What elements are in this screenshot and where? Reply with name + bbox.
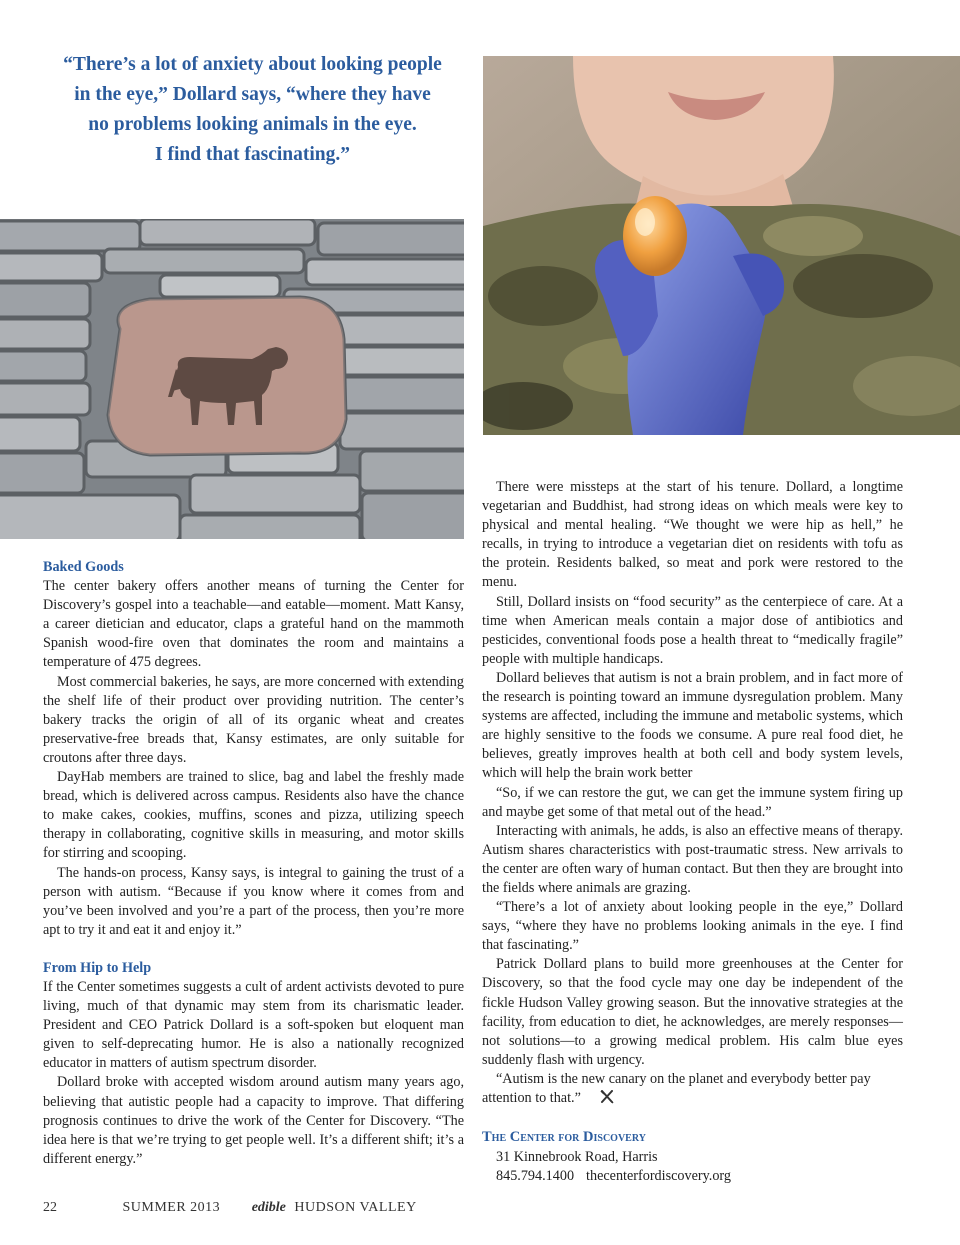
boy-gloves-illustration xyxy=(483,56,960,435)
fork-knife-icon xyxy=(586,1090,614,1110)
final-paragraph-text: “Autism is the new canary on the planet and everybody better pay attention to that.” xyxy=(482,1070,871,1106)
paragraph: Still, Dollard insists on “food security” as the centerpiece of care. At a time when American meals contain a major dose of antibiotics and pesticides, conventional foods pose a health threat to “medically fragile” people with multiple handicaps. xyxy=(482,593,903,667)
contact-org: The Center for Discovery xyxy=(482,1129,646,1146)
page-number: 22 xyxy=(43,1200,57,1215)
paragraph: Most commercial bakeries, he says, are more concerned with extending the shelf life of their product over providing nutrition. The center’s bakery tracks the origin of all of its organic wheat and creates preservative-free breads that, Kansy estimates, are only suitable for croutons after three days. xyxy=(43,673,464,766)
brand-name: HUDSON VALLEY xyxy=(294,1200,417,1215)
contact-line xyxy=(482,1167,903,1187)
pull-quote xyxy=(40,50,465,170)
contact-block xyxy=(482,1128,903,1187)
contact-address: 31 Kinnebrook Road, Harris xyxy=(496,1148,658,1165)
paragraph: “So, if we can restore the gut, we can get the immune system firing up and maybe get some of that metal out of the head.” xyxy=(482,784,903,820)
contact-phone: 845.794.1400 xyxy=(496,1168,575,1185)
egg xyxy=(623,196,687,276)
paragraph: Interacting with animals, he adds, is also an effective means of therapy. Autism shares characteristics with post-traumatic stress. New arrivals to the center are often wary of human contact. But then they are brought into the fields where animals are grazing. xyxy=(482,822,903,896)
paragraph: Dollard believes that autism is not a brain problem, and in fact more of the research is pointing toward an immune dysregulation problem. Many systems are affected, including the immune and metabolic systems, which are highly sensitive to the foods we consume. A pure real food diet, he believes, greatly improves health at both cell and body system levels, which will help the brain work better xyxy=(482,669,903,782)
boy-gloves-photo xyxy=(483,56,960,435)
paragraph: Dollard broke with accepted wisdom around autism many years ago, believing that autistic people had a capacity to improve. That differing prognosis continues to drive the work of the Center for Discovery. “The idea here is that we’re trying to get people well. It’s a different shift; it’s a different energy.” xyxy=(43,1074,464,1167)
contact-website[interactable]: thecenterfordiscovery.org xyxy=(586,1168,731,1185)
paragraph: There were missteps at the start of his tenure. Dollard, a longtime vegetarian and Buddhist, had strong ideas on which meals were key to physical and mental healing. “We thought we were hip as hell,” he recalls, in trying to introduce a vegetarian diet on residents with tofu as the protein. Residents balked, so meat and pork were restored to the menu. xyxy=(482,479,903,591)
paragraph: If the Center sometimes suggests a cult of ardent activists devoted to pure living, much of that dynamic may stem from its charismatic leader. President and CEO Patrick Dollard is a soft-spoken but eloquent man given to self-deprecating humor. He is also a nationally recognized educator in matters of autism spectrum disorder. xyxy=(43,978,464,1072)
section-heading-baked-goods: Baked Goods xyxy=(43,559,124,575)
pull-quote-line: I find that fascinating.” xyxy=(154,144,351,165)
section-heading-hip-to-help: From Hip to Help xyxy=(43,959,152,976)
page-footer xyxy=(43,1200,417,1216)
paragraph: The center bakery offers another means of turning the Center for Discovery’s gospel into a teachable—and eatable—moment. Matt Kansy, a career dietician and educator, claps a grateful hand on the mammoth Spanish wood-fire oven that dominates the room and maintains a temperature of 475 degrees. xyxy=(43,578,464,671)
right-column xyxy=(482,478,903,1187)
paragraph: DayHab members are trained to slice, bag and label the freshly made bread, which is delivered across campus. Residents also have the chance to make cakes, cookies, muffins, scones and pizza, utilizing speech therapy in collaborating, cognitive skills in measuring, and motor skills for stirring and scooping. xyxy=(43,769,464,862)
left-column xyxy=(43,558,464,1169)
final-paragraph xyxy=(482,1070,903,1110)
pull-quote-line: no problems looking animals in the eye. xyxy=(88,114,417,135)
pull-quote-line: “There’s a lot of anxiety about looking people xyxy=(63,54,442,75)
paragraph: Patrick Dollard plans to build more greenhouses at the Center for Discovery, so that the food cycle may one day be independent of the fickle Hudson Valley growing season. But the innovative strategies at the facility, from education to diet, he acknowledges, are merely responses—not solutions—to a growing medical problem. His calm blue eyes suddenly flash with urgency. xyxy=(482,956,903,1068)
brand-edible: edible xyxy=(251,1200,286,1215)
paragraph: “There’s a lot of anxiety about looking people in the eye,” Dollard says, “where they have no problems looking animals in the eye. I find that fascinating.” xyxy=(482,899,903,954)
paragraph: The hands-on process, Kansy says, is integral to gaining the trust of a person with autism. “Because if you know where it comes from and you’ve been involved and you’re a part of the process, then you’re more apt to try it and eat it and enjoy it.” xyxy=(43,864,464,938)
issue-season: SUMMER 2013 xyxy=(122,1200,221,1215)
pull-quote-line: in the eye,” Dollard says, “where they have xyxy=(74,84,431,105)
stone-wall-illustration xyxy=(0,219,464,539)
stone-wall-photo xyxy=(0,219,464,539)
